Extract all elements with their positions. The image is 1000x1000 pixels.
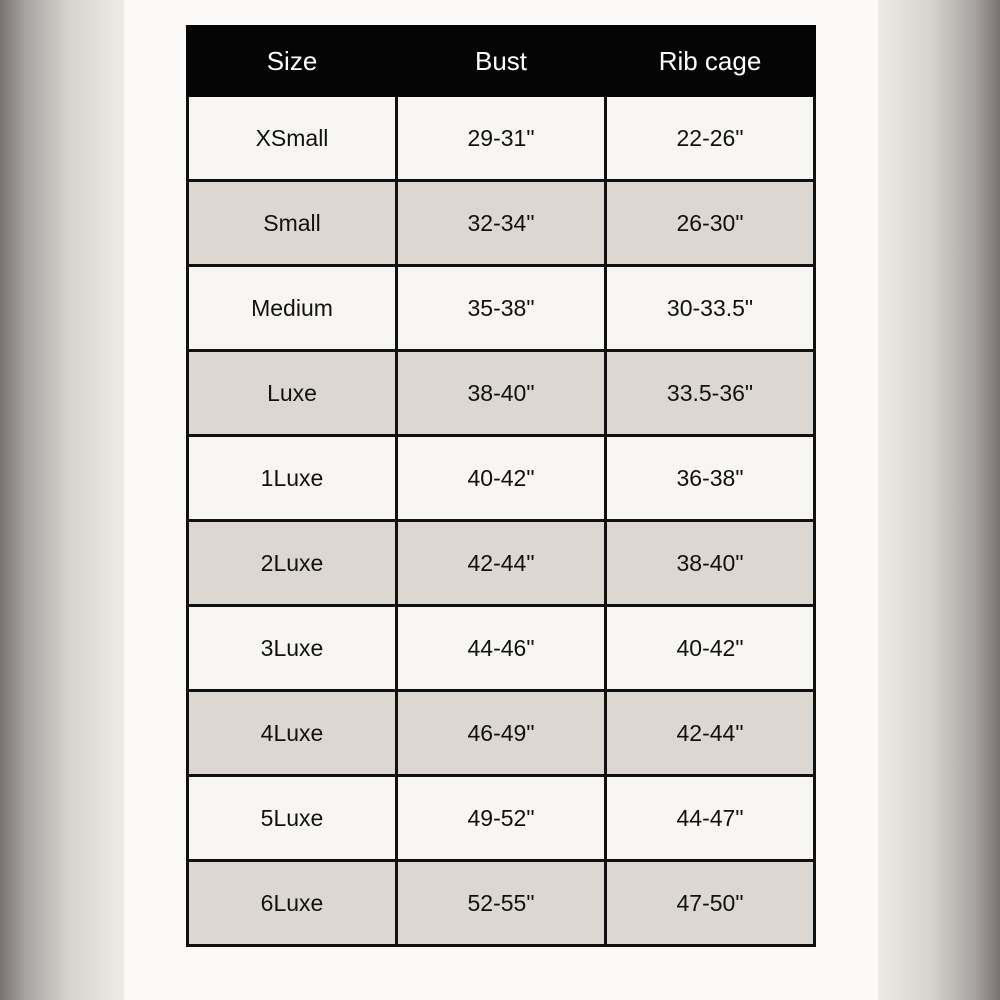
bust-cell: 49-52"	[397, 776, 606, 861]
size-cell: Medium	[188, 266, 397, 351]
table-row	[188, 266, 815, 351]
bust-cell: 40-42"	[397, 436, 606, 521]
header-bust: Bust	[397, 27, 606, 96]
size-cell: 4Luxe	[188, 691, 397, 776]
table-row	[188, 96, 815, 181]
bust-cell: 35-38"	[397, 266, 606, 351]
header-rib-cage: Rib cage	[606, 27, 815, 96]
bust-cell: 46-49"	[397, 691, 606, 776]
bust-cell: 42-44"	[397, 521, 606, 606]
size-cell: 6Luxe	[188, 861, 397, 946]
header-size: Size	[188, 27, 397, 96]
rib-cage-cell: 44-47"	[606, 776, 815, 861]
rib-cage-cell: 33.5-36"	[606, 351, 815, 436]
size-cell: 2Luxe	[188, 521, 397, 606]
size-chart-card	[124, 0, 878, 1000]
size-cell: Small	[188, 181, 397, 266]
size-cell: 3Luxe	[188, 606, 397, 691]
bust-cell: 44-46"	[397, 606, 606, 691]
rib-cage-cell: 42-44"	[606, 691, 815, 776]
size-chart-table	[186, 25, 816, 947]
table-row	[188, 691, 815, 776]
background-left-edge	[0, 0, 124, 1000]
rib-cage-cell: 36-38"	[606, 436, 815, 521]
table-row	[188, 606, 815, 691]
size-cell: Luxe	[188, 351, 397, 436]
table-header-row	[188, 27, 815, 96]
rib-cage-cell: 30-33.5"	[606, 266, 815, 351]
rib-cage-cell: 26-30"	[606, 181, 815, 266]
background-right-edge	[876, 0, 1000, 1000]
table-row	[188, 436, 815, 521]
table-row	[188, 181, 815, 266]
size-cell: 1Luxe	[188, 436, 397, 521]
bust-cell: 29-31"	[397, 96, 606, 181]
bust-cell: 52-55"	[397, 861, 606, 946]
rib-cage-cell: 40-42"	[606, 606, 815, 691]
rib-cage-cell: 38-40"	[606, 521, 815, 606]
bust-cell: 32-34"	[397, 181, 606, 266]
size-cell: XSmall	[188, 96, 397, 181]
table-row	[188, 861, 815, 946]
rib-cage-cell: 47-50"	[606, 861, 815, 946]
table-row	[188, 351, 815, 436]
table-row	[188, 521, 815, 606]
size-cell: 5Luxe	[188, 776, 397, 861]
table-row	[188, 776, 815, 861]
bust-cell: 38-40"	[397, 351, 606, 436]
rib-cage-cell: 22-26"	[606, 96, 815, 181]
